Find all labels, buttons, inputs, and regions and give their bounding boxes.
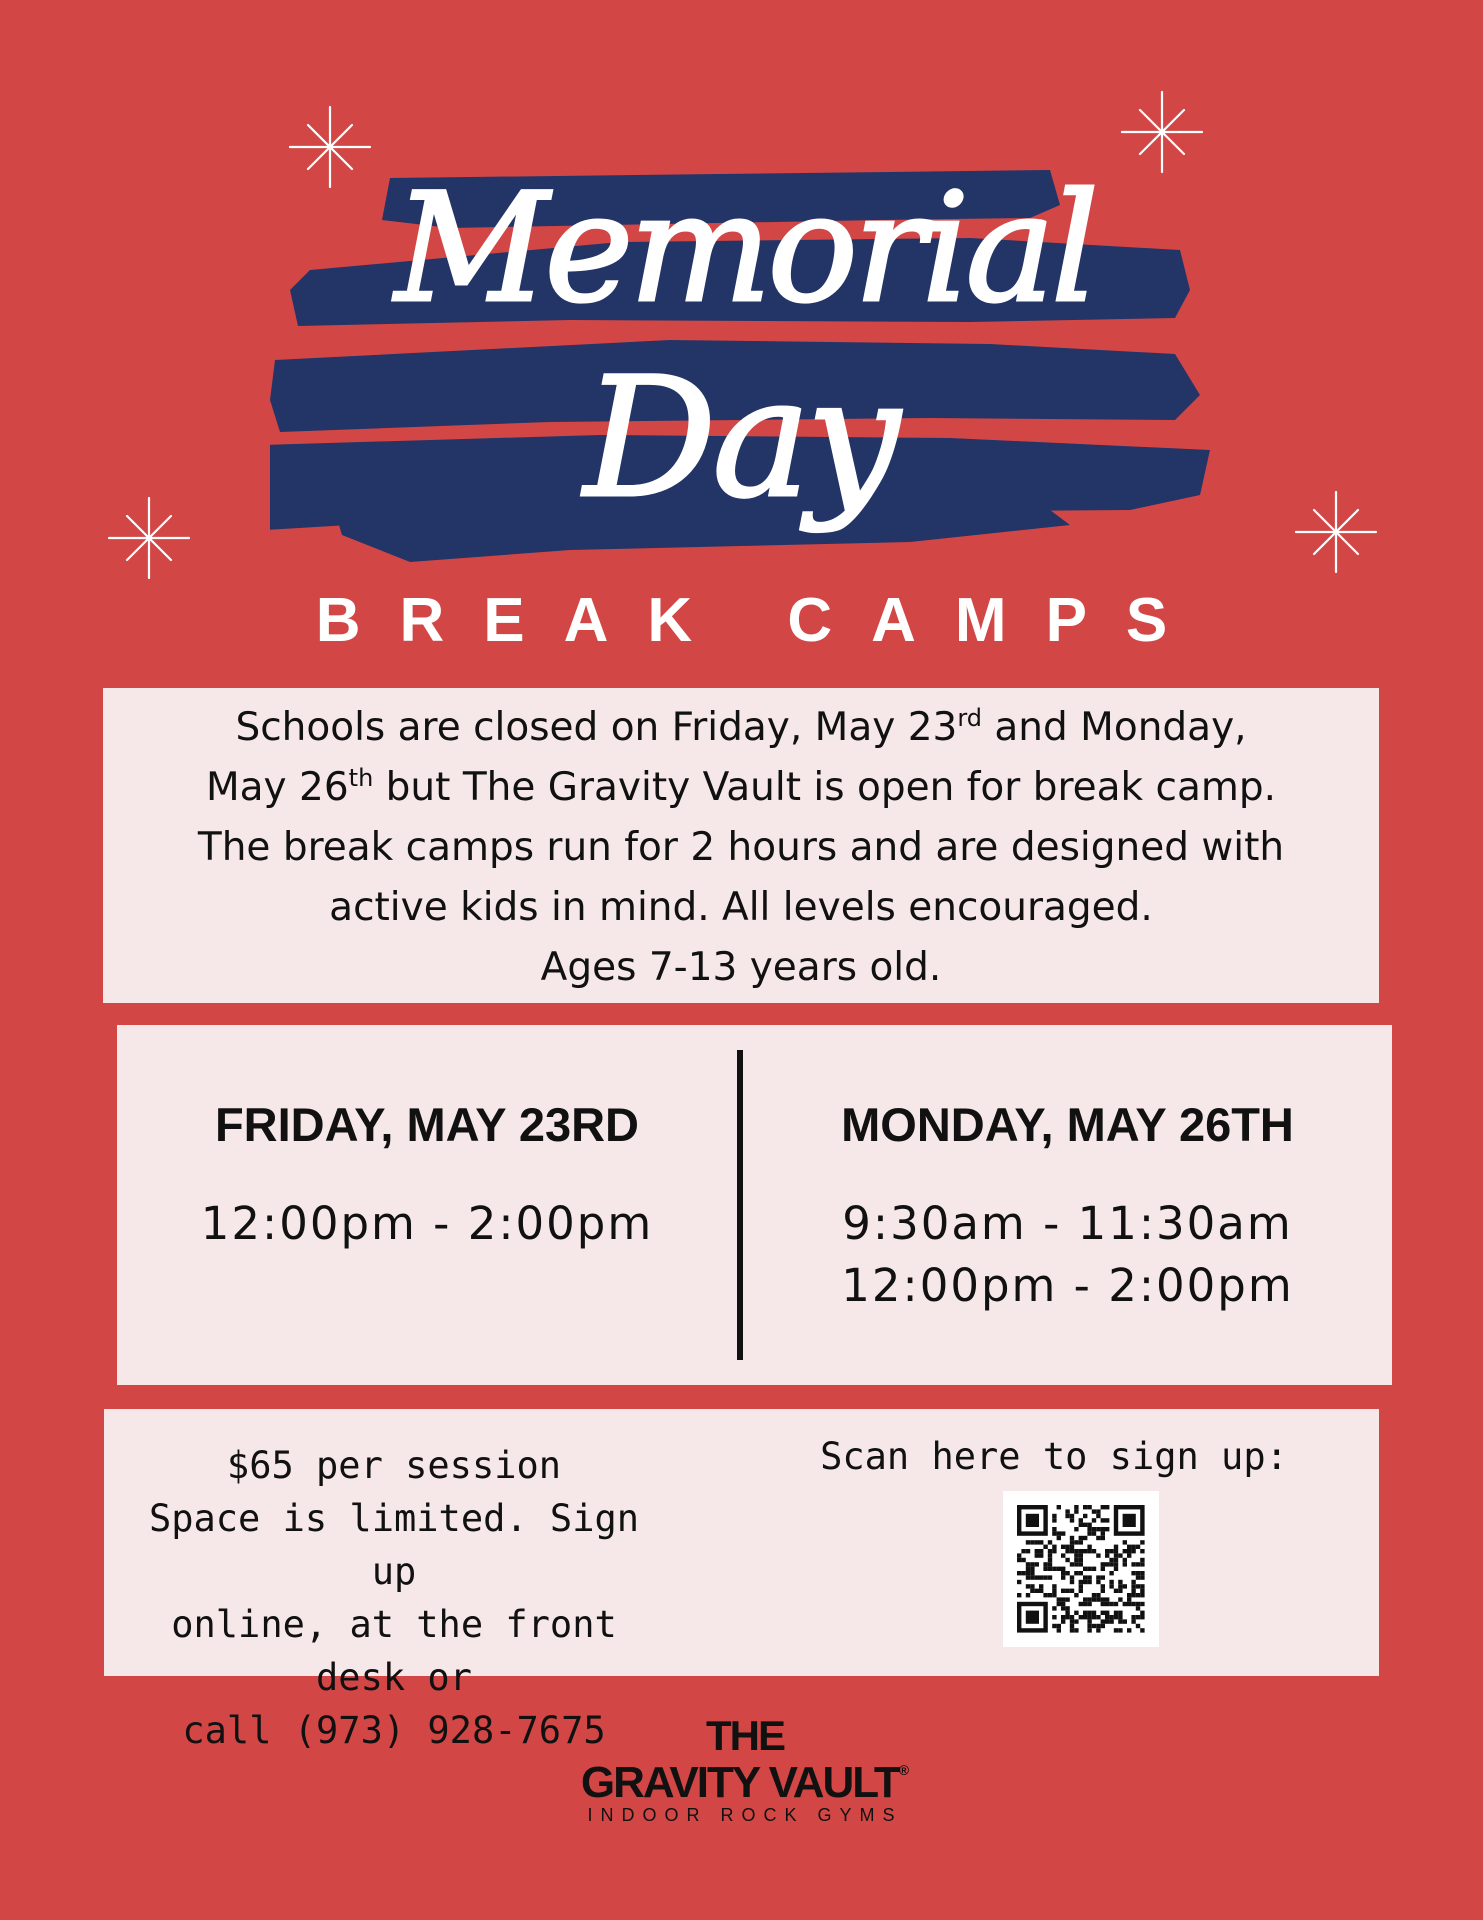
time-slot: 9:30am - 11:30am: [842, 1197, 1293, 1250]
qr-code-graphic: [1003, 1491, 1159, 1647]
friday-times: [117, 1193, 737, 1255]
sparkle-icon: [107, 496, 191, 580]
pricing-panel: [104, 1409, 1379, 1752]
signup-line: online, at the front desk or: [171, 1603, 617, 1699]
price-line: $65 per session: [226, 1444, 562, 1487]
intro-panel: [103, 688, 1379, 1003]
monday-times: [743, 1193, 1392, 1317]
intro-line: The break camps run for 2 hours and are designed with: [197, 825, 1285, 870]
intro-line: Schools are closed on Friday, May 23rd and Monday,: [235, 704, 1247, 750]
pricing-text: [144, 1439, 644, 1757]
scan-label: Scan here to sign up:: [820, 1435, 1288, 1478]
title-lettering: [270, 150, 1220, 580]
intro-line: Ages 7-13 years old.: [540, 945, 942, 990]
friday-heading: FRIDAY, MAY 23RD: [214, 1098, 640, 1151]
title-line2: Day: [584, 342, 896, 534]
qr-code-icon[interactable]: [1003, 1491, 1159, 1647]
intro-line: active kids in mind. All levels encouraged.: [329, 885, 1153, 930]
gravity-vault-logo: [520, 1712, 970, 1828]
time-slot: 12:00pm - 2:00pm: [200, 1197, 654, 1250]
logo-tagline: INDOOR ROCK GYMS: [587, 1805, 903, 1825]
phone-line[interactable]: call (973) 928-7675: [182, 1709, 606, 1752]
logo-line-the: THE: [706, 1712, 784, 1759]
logo-line-name: GRAVITY VAULT®: [580, 1758, 910, 1807]
sparkle-icon: [1294, 490, 1378, 574]
subtitle-break-camps: BREAK CAMPS: [315, 586, 1207, 655]
schedule-panel: [117, 1025, 1392, 1385]
title-line1: Memorial: [395, 162, 1095, 336]
intro-line: May 26th but The Gravity Vault is open for break camp.: [206, 764, 1276, 810]
monday-heading: MONDAY, MAY 26TH: [841, 1098, 1294, 1151]
time-slot: 12:00pm - 2:00pm: [841, 1259, 1294, 1312]
signup-line: Space is limited. Sign up: [148, 1497, 640, 1593]
